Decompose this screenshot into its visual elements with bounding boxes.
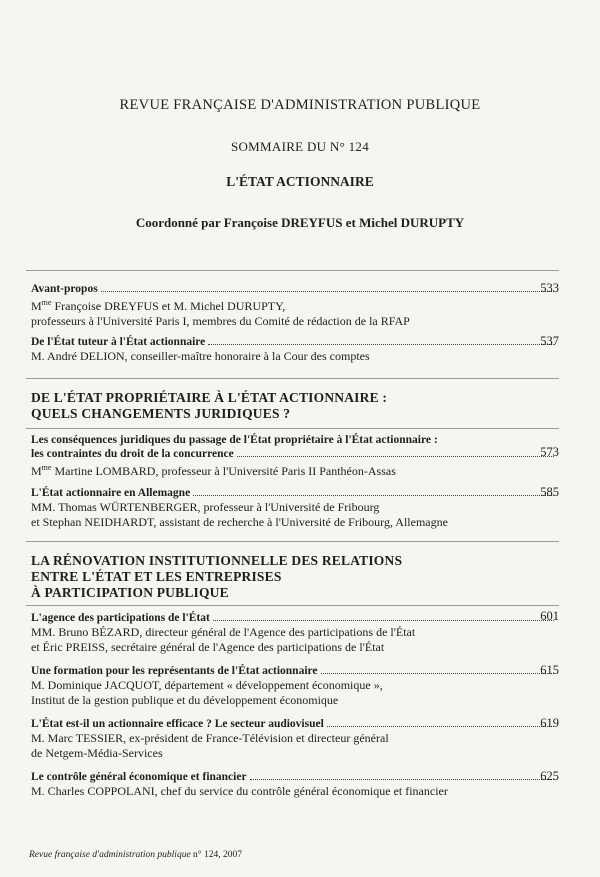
divider (26, 270, 559, 271)
entry-page: 585 (540, 485, 559, 499)
divider (26, 428, 559, 429)
toc-entry (31, 717, 559, 760)
section-heading (31, 553, 402, 601)
entry-title: De l'État tuteur à l'État actionnaire (31, 336, 206, 348)
toc-entry (31, 664, 559, 707)
toc-entry (31, 611, 559, 654)
entry-title-line (31, 717, 559, 731)
entry-author: M. Charles COPPOLANI, chef du service du contrôle général économique et financier (31, 784, 448, 798)
leader-dots (327, 725, 554, 727)
divider (26, 541, 559, 542)
entry-author: $M^{me}$ Françoise DREYFUS et M. Michel DURUPTY, (31, 298, 286, 313)
entry-author: MM. Bruno BÉZARD, directeur général de l'Agence des participations de l'État (31, 625, 416, 639)
entry-author: Institut de la gestion publique et du développement économique (31, 692, 339, 707)
entry-title-line (31, 447, 559, 461)
entry-title-line (31, 664, 559, 678)
theme-title: L'ÉTAT ACTIONNAIRE (226, 174, 374, 189)
leader-dots (321, 672, 554, 674)
entry-title-line (31, 282, 559, 296)
entry-author: professeurs à l'Université Paris I, membres du Comité de rédaction de la RFAP (31, 313, 410, 328)
entry-page: 615 (540, 663, 559, 677)
leader-dots (250, 778, 554, 780)
entry-title: L'agence des participations de l'État (31, 612, 210, 624)
coordinators-line: Coordonné par Françoise DREYFUS et Michel DURUPTY (135, 215, 465, 230)
entry-title: L'État actionnaire en Allemagne (31, 487, 191, 499)
section-heading-line: QUELS CHANGEMENTS JURIDIQUES ? (31, 406, 291, 421)
divider (26, 378, 559, 379)
entry-page: 601 (540, 609, 559, 623)
issue-heading: SOMMAIRE DU N° 124 (230, 139, 370, 154)
section-heading-line: LA RÉNOVATION INSTITUTIONNELLE DES RELATIONS (31, 553, 403, 568)
entry-author: M. Marc TESSIER, ex-président de France-Télévision et directeur général (31, 731, 389, 745)
entry-title: L'État est-il un actionnaire efficace ? Le secteur audiovisuel (31, 718, 324, 730)
toc-entry (31, 335, 559, 364)
leader-dots (213, 619, 554, 621)
toc-entry (31, 282, 559, 328)
toc-entry (31, 770, 559, 799)
leader-dots (208, 343, 554, 345)
entry-author: de Netgem-Média-Services (31, 745, 163, 760)
page-footer (29, 850, 242, 860)
toc-entry (31, 433, 559, 479)
footer-number: n° 124, 2007 (193, 850, 242, 860)
entry-author: MM. Thomas WÜRTENBERGER, professeur à l'Université de Fribourg (31, 500, 380, 514)
entry-author: et Stephan NEIDHARDT, assistant de recherche à l'Université de Fribourg, Allemagne (31, 514, 448, 529)
entry-page: 537 (540, 334, 559, 348)
leader-dots (101, 290, 554, 292)
leader-dots (193, 494, 554, 496)
entry-page: 533 (540, 281, 559, 295)
entry-page: 573 (540, 445, 559, 459)
entry-page: 619 (540, 716, 559, 730)
entry-title-line (31, 335, 559, 349)
divider (26, 605, 559, 606)
section-heading (31, 390, 387, 422)
leader-dots (237, 455, 554, 457)
entry-author: M. André DELION, conseiller-maître honoraire à la Cour des comptes (31, 349, 370, 363)
journal-title: REVUE FRANÇAISE D'ADMINISTRATION PUBLIQUE (119, 97, 481, 113)
entry-title-line (31, 611, 559, 625)
entry-author: $M^{me}$ Martine LOMBARD, professeur à l'Université Paris II Panthéon-Assas (31, 463, 396, 478)
section-heading-line: À PARTICIPATION PUBLIQUE (31, 585, 229, 600)
entry-title-first-line: Les conséquences juridiques du passage de l'État propriétaire à l'État actionnaire : (31, 434, 438, 446)
footer-journal: Revue française d'administration publique (29, 850, 191, 860)
entry-title: les contraintes du droit de la concurrence (31, 448, 234, 460)
section-heading-line: ENTRE L'ÉTAT ET LES ENTREPRISES (31, 569, 282, 584)
entry-author: et Éric PREISS, secrétaire général de l'Agence des participations de l'État (31, 639, 385, 654)
entry-title: Une formation pour les représentants de l'État actionnaire (31, 665, 318, 677)
entry-author: M. Dominique JACQUOT, département « développement économique », (31, 678, 383, 692)
entry-title-line (31, 770, 559, 784)
entry-title: Le contrôle général économique et financier (31, 771, 247, 783)
section-heading-line: DE L'ÉTAT PROPRIÉTAIRE À L'ÉTAT ACTIONNAIRE : (31, 390, 388, 405)
entry-title-line (31, 486, 559, 500)
entry-page: 625 (540, 769, 559, 783)
toc-entry (31, 486, 559, 529)
entry-title: Avant-propos (31, 283, 98, 295)
